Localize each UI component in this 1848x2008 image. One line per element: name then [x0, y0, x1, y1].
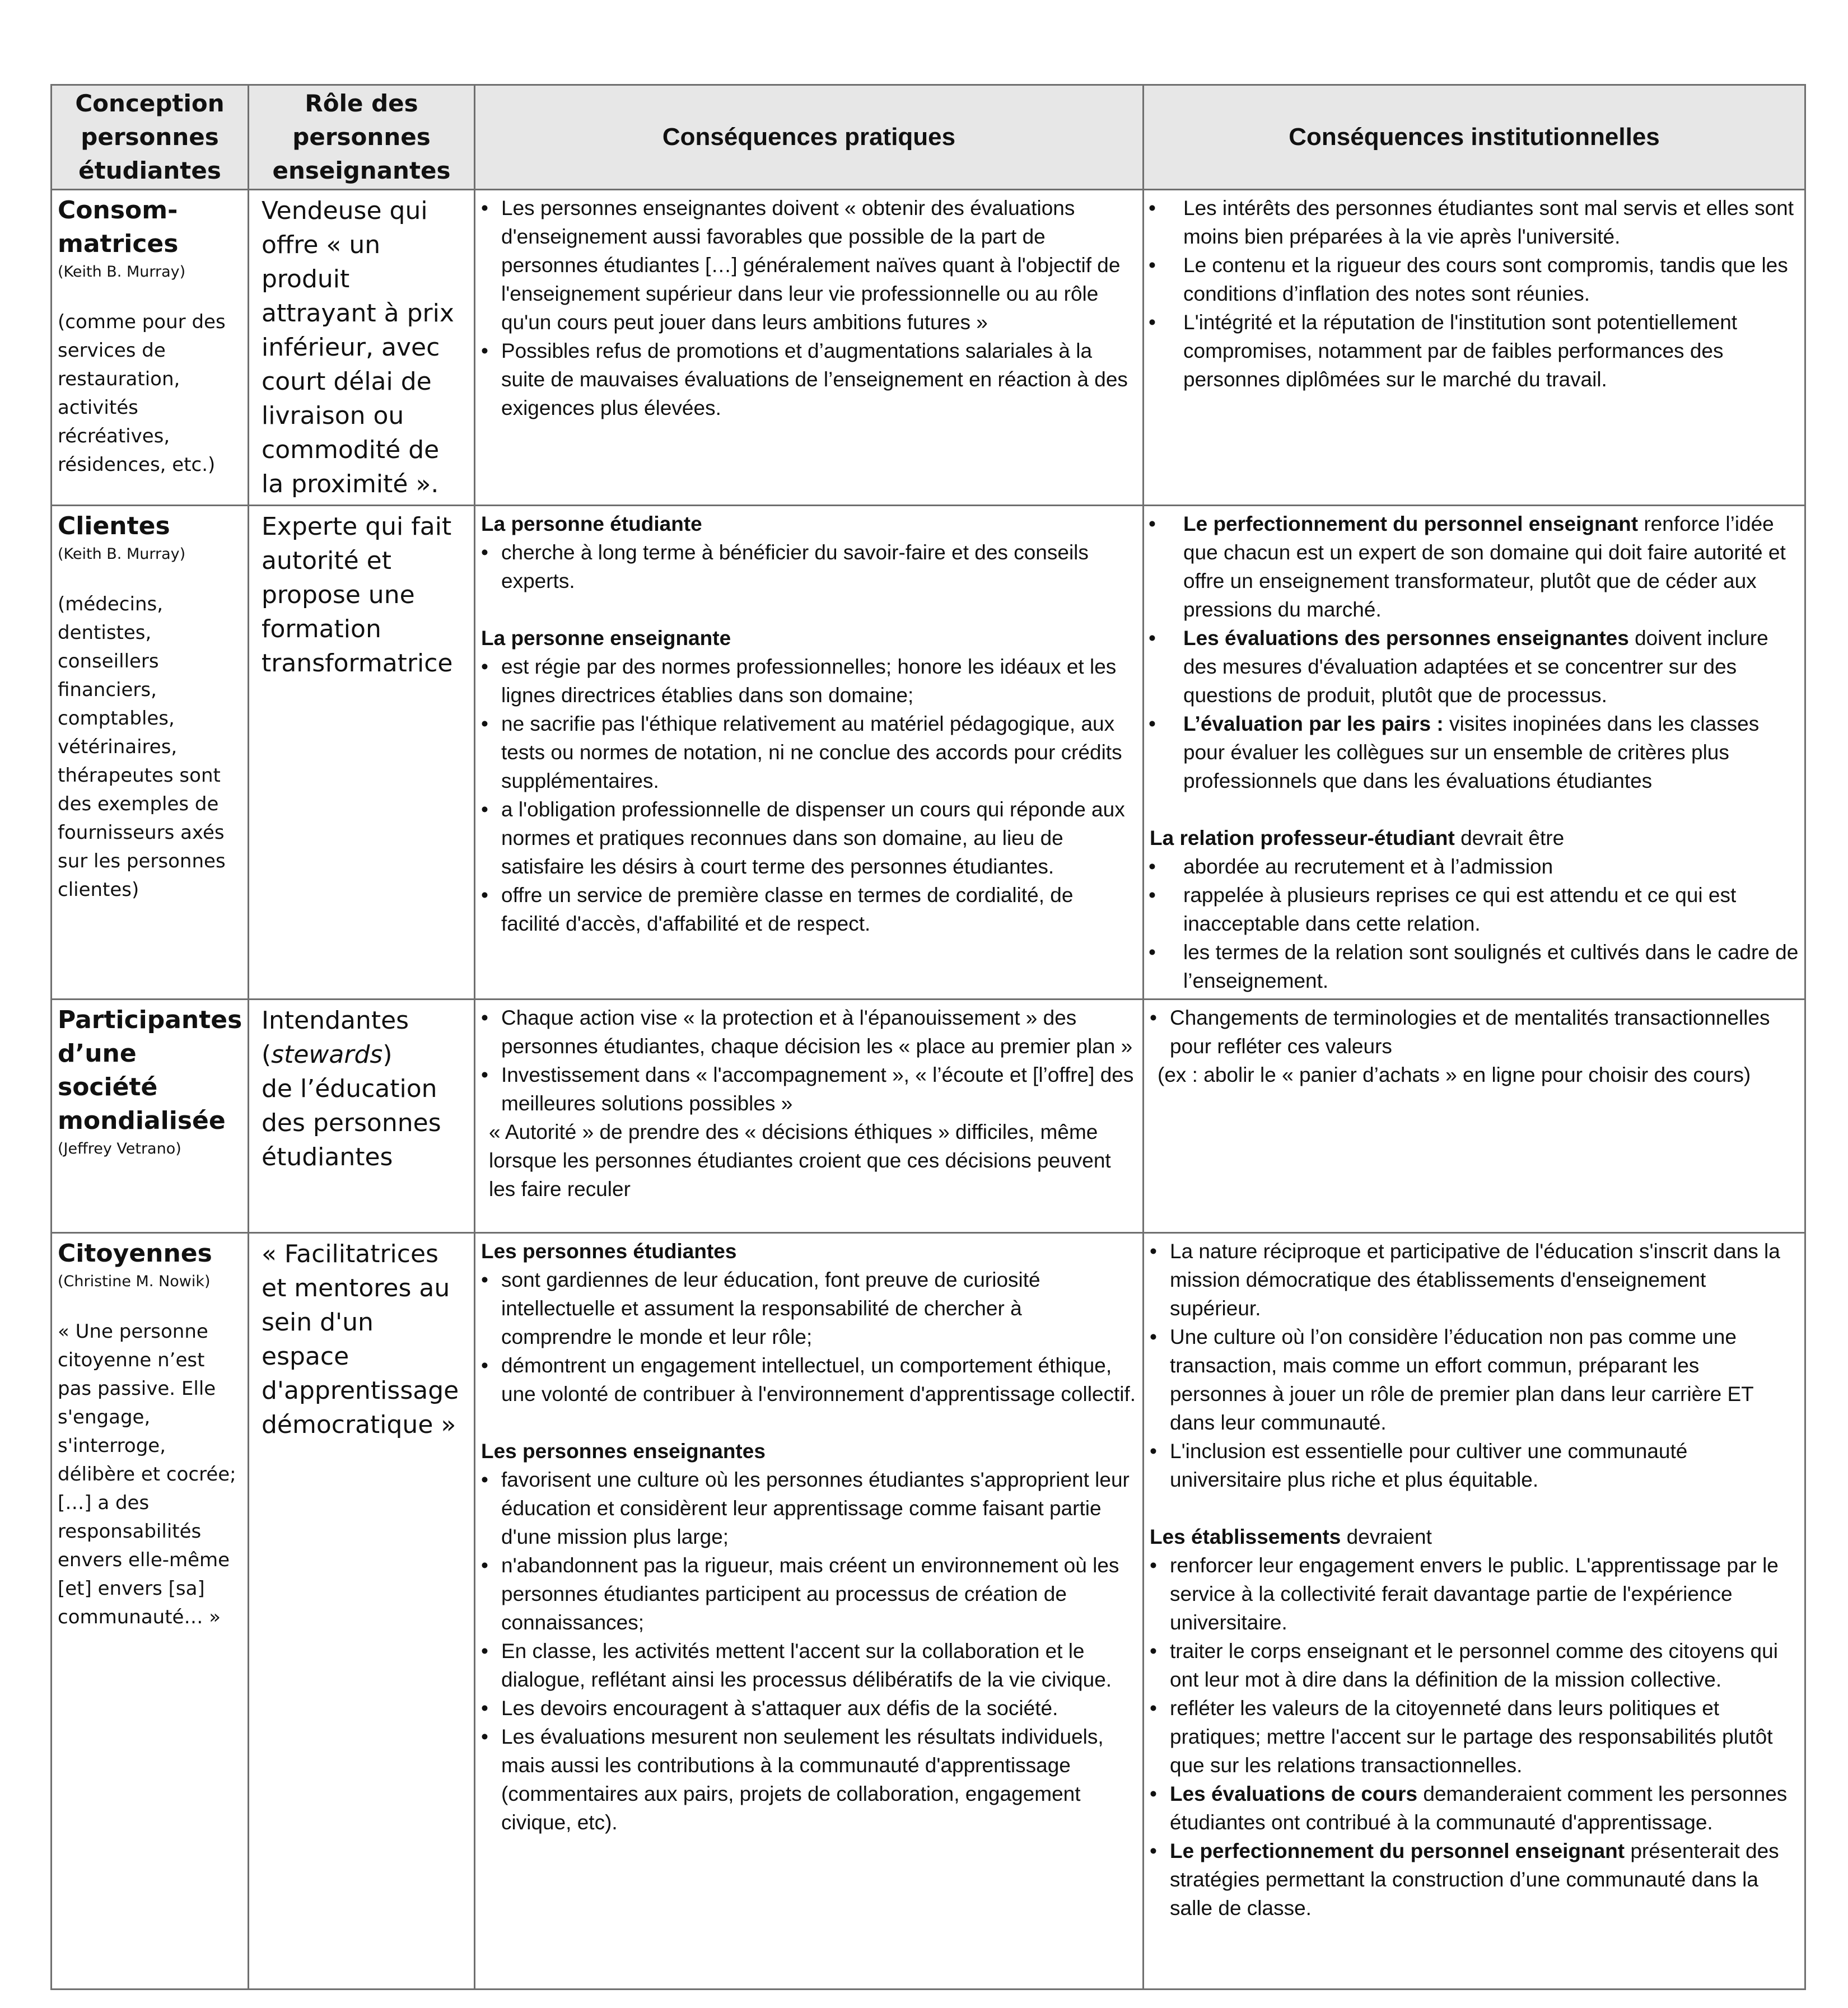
list-item: • a l'obligation professionnelle de dispenser un cours qui réponde aux normes et pratiques reconnues dans son domaine, au lieu de satisfaire les désirs à court terme des personnes étudiantes.: [481, 795, 1137, 881]
item-text: traiter le corps enseignant et le personnel comme des citoyens qui ont leur mot à dire dans la définition de la mission collective.: [1170, 1640, 1778, 1691]
bold-phrase: Les évaluations des personnes enseignantes: [1183, 627, 1629, 650]
header-pratiques: Conséquences pratiques: [475, 85, 1144, 190]
item-text: Le contenu et la rigueur des cours sont compromis, tandis que les conditions d’inflation des notes sont réunies.: [1183, 254, 1788, 305]
header-role: Rôle des personnes enseignantes: [249, 85, 475, 190]
list-item: • Possibles refus de promotions et d’augmentations salariales à la suite de mauvaises évaluations de l’enseignement en réaction à des exigences plus élevées.: [481, 337, 1137, 422]
list-item: [1150, 308, 1799, 394]
section-subhead: Les personnes enseignantes: [481, 1440, 766, 1463]
item-text: renforcer leur engagement envers le public. L'apprentissage par le service à la collectivité ferait davantage partie de l'expérience universitaire.: [1170, 1554, 1779, 1634]
item-text: doivent inclure des mesures d'évaluation adaptées et se concentrer sur des questions de produit, plutôt que de processus.: [1183, 627, 1768, 707]
bullet-list: [1150, 1003, 1799, 1061]
list-item: • ne sacrifie pas l'éthique relativement au matériel pédagogique, aux tests ou normes de notation, ni ne conclue des accords pour crédits supplémentaires.: [481, 709, 1137, 795]
role-cell: [249, 506, 475, 1000]
pratiques-cell: [475, 190, 1144, 506]
list-item: [1150, 251, 1799, 308]
concept-cell: [52, 1233, 249, 1990]
list-item: [1150, 852, 1799, 881]
institutionnelles-cell: [1144, 1233, 1805, 1990]
table-row: [52, 506, 1805, 1000]
pratiques-cell: [475, 1233, 1144, 1990]
list-item: [1150, 194, 1799, 251]
list-item: • Investissement dans « l'accompagnement », « l’écoute et [l’offre] des meilleures solutions possibles »: [481, 1061, 1137, 1118]
table-row: [52, 190, 1805, 506]
role-cell: [249, 1000, 475, 1233]
list-item: • En classe, les activités mettent l'accent sur la collaboration et le dialogue, reflétant ainsi les processus délibératifs de la vie civique.: [481, 1637, 1137, 1694]
institutionnelles-cell: [1144, 506, 1805, 1000]
bullet-list: [1150, 852, 1799, 995]
role-text-part: de l’éducation des personnes étudiantes: [262, 1075, 441, 1171]
list-item: • démontrent un engagement intellectuel, un comportement éthique, une volonté de contribuer à l'environnement d'apprentissage collectif.: [481, 1351, 1137, 1408]
bullet-list: [481, 538, 1137, 595]
item-text: visites inopinées dans les classes pour évaluer les collègues sur un ensemble de critères plus professionnels que dans les évaluations étudiantes: [1183, 712, 1760, 792]
role-text: [255, 1237, 468, 1442]
list-item: [1150, 1837, 1799, 1922]
section-subhead: Les personnes étudiantes: [481, 1240, 737, 1263]
list-item: [1150, 1237, 1799, 1323]
role-text-part: ): [382, 1040, 393, 1069]
list-item: [1150, 1551, 1799, 1637]
list-item: • cherche à long terme à bénéficier du savoir-faire et des conseils experts.: [481, 538, 1137, 595]
list-item: [1150, 1003, 1799, 1061]
bullet-list: [481, 194, 1137, 422]
header-row: [52, 85, 1805, 190]
list-item: [1150, 1637, 1799, 1694]
lead-in-rest: devrait être: [1454, 826, 1565, 849]
bullet-list: [481, 1003, 1137, 1118]
item-text: les termes de la relation sont soulignés et cultivés dans le cadre de l’enseignement.: [1183, 941, 1799, 992]
bold-phrase: Le perfectionnement du personnel enseignant: [1183, 512, 1639, 535]
role-text-part: Vendeuse qui offre « un produit attrayant à prix inférieur, avec court délai de livraison ou commodité de la proximité ».: [262, 197, 454, 498]
bullet-list: [481, 1465, 1137, 1837]
lead-in-rest: devraient: [1341, 1525, 1432, 1548]
bold-phrase: L’évaluation par les pairs :: [1183, 712, 1444, 735]
institutionnelles-cell: [1144, 190, 1805, 506]
concept-title: Participantes d’une société mondialisée: [58, 1006, 242, 1135]
role-text: [255, 194, 468, 501]
list-item: • Les évaluations mesurent non seulement les résultats individuels, mais aussi les contributions à la communauté d'apprentissage (commentaires aux pairs, projets de collaboration, engagement civique, etc).: [481, 1722, 1137, 1837]
lead-in-bold: Les établissements: [1150, 1525, 1341, 1548]
list-item: [1150, 1694, 1799, 1780]
item-text: L'inclusion est essentielle pour cultiver une communauté universitaire plus riche et plus équitable.: [1170, 1440, 1688, 1491]
concept-title: Citoyennes: [58, 1239, 212, 1268]
item-text: Les intérêts des personnes étudiantes sont mal servis et elles sont moins bien préparées à la vie après l'université.: [1183, 197, 1794, 248]
item-text: L'intégrité et la réputation de l'institution sont potentiellement compromises, notamment par de faibles performances des personnes diplômées sur le marché du travail.: [1183, 311, 1738, 391]
list-item: • Les devoirs encouragent à s'attaquer aux défis de la société.: [481, 1694, 1137, 1722]
institutionnelles-cell: [1144, 1000, 1805, 1233]
list-item: [1150, 881, 1799, 938]
list-item: [1150, 938, 1799, 995]
concept-author: (Christine M. Nowik): [58, 1273, 211, 1290]
bold-phrase: Les évaluations de cours: [1170, 1782, 1418, 1805]
bullet-list: [1150, 194, 1799, 394]
role-text: [255, 1003, 468, 1174]
table-row: [52, 1233, 1805, 1990]
pratiques-cell: [475, 506, 1144, 1000]
list-item: • sont gardiennes de leur éducation, font preuve de curiosité intellectuelle et assument la responsabilité de chercher à comprendre le monde et leur rôle;: [481, 1265, 1137, 1351]
role-text-part: stewards: [271, 1040, 383, 1069]
item-text: Une culture où l’on considère l’éducation non pas comme une transaction, mais comme un effort commun, préparant les personnes à jouer un rôle de premier plan dans leur carrière ET dans leur communauté.: [1170, 1325, 1754, 1434]
bullet-list: [1150, 1237, 1799, 1494]
section-subhead: La personne étudiante: [481, 512, 702, 535]
concept-description: « Une personne citoyenne n’est pas passive. Elle s'engage, s'interroge, délibère et cocrée; […] a des responsabilités envers elle-même [et] envers [sa] communauté… »: [58, 1320, 236, 1628]
role-text-part: « Facilitatrices et mentores au sein d'un espace d'apprentissage démocratique »: [262, 1240, 459, 1439]
list-item: • est régie par des normes professionnelles; honore les idéaux et les lignes directrices établies dans son domaine;: [481, 652, 1137, 709]
bold-phrase: Le perfectionnement du personnel enseignant: [1170, 1839, 1625, 1862]
concept-cell: [52, 190, 249, 506]
table-row: [52, 1000, 1805, 1233]
header-conception: Conception personnes étudiantes: [52, 85, 249, 190]
header-institutionnelles: Conséquences institutionnelles: [1144, 85, 1805, 190]
list-item: • offre un service de première classe en termes de cordialité, de facilité d'accès, d'affabilité et de respect.: [481, 881, 1137, 938]
plain-paragraph: (ex : abolir le « panier d’achats » en ligne pour choisir des cours): [1158, 1063, 1751, 1086]
list-item: [1150, 709, 1799, 795]
role-text-part: Intendantes (: [262, 1006, 409, 1069]
concept-author: (Keith B. Murray): [58, 545, 186, 563]
list-item: [1150, 624, 1799, 709]
item-text: demanderaient comment les personnes étudiantes ont contribué à la communauté d'apprentissage.: [1170, 1782, 1788, 1834]
concept-description: (médecins, dentistes, conseillers financiers, comptables, vétérinaires, thérapeutes sont des exemples de fournisseurs axés sur les personnes clientes): [58, 593, 226, 901]
item-text: rappelée à plusieurs reprises ce qui est attendu et ce qui est inacceptable dans cette relation.: [1183, 884, 1737, 935]
list-item: • Chaque action vise « la protection et à l'épanouissement » des personnes étudiantes, chaque décision les « place au premier plan »: [481, 1003, 1137, 1061]
item-text: La nature réciproque et participative de l'éducation s'inscrit dans la mission démocratique des établissements d'enseignement supérieur.: [1170, 1240, 1780, 1320]
list-item: [1150, 1323, 1799, 1437]
pratiques-cell: [475, 1000, 1144, 1233]
section-lead-in: [1150, 824, 1799, 852]
bullet-list: [481, 652, 1137, 938]
section-subhead: La personne enseignante: [481, 627, 731, 650]
concept-description: (comme pour des services de restauration, activités récréatives, résidences, etc.): [58, 311, 226, 476]
concept-title: Clientes: [58, 512, 170, 540]
bullet-list: [1150, 1551, 1799, 1922]
bullet-list: [1150, 510, 1799, 795]
section-lead-in: [1150, 1523, 1799, 1551]
list-item: • Les personnes enseignantes doivent « obtenir des évaluations d'enseignement aussi favorables que possible de la part de personnes étudiantes […] généralement naïves quant à l'objectif de l'enseignement supérieur dans leur vie professionnelle ou au rôle qu'un cours peut jouer dans leurs ambitions futures »: [481, 194, 1137, 337]
list-item: • n'abandonnent pas la rigueur, mais créent un environnement où les personnes étudiantes participent au processus de création de connaissances;: [481, 1551, 1137, 1637]
concept-author: (Jeffrey Vetrano): [58, 1140, 181, 1157]
concept-author: (Keith B. Murray): [58, 263, 186, 281]
concept-cell: [52, 506, 249, 1000]
list-item: [1150, 510, 1799, 624]
role-cell: [249, 190, 475, 506]
bullet-list: [481, 1265, 1137, 1408]
role-cell: [249, 1233, 475, 1990]
role-text-part: Experte qui fait autorité et propose une formation transformatrice: [262, 512, 453, 678]
item-text: abordée au recrutement et à l’admission: [1183, 855, 1553, 878]
item-text: refléter les valeurs de la citoyenneté dans leurs politiques et pratiques; mettre l'accent sur le partage des responsabilités plutôt que sur les relations transactionnelles.: [1170, 1697, 1773, 1777]
item-text: Changements de terminologies et de mentalités transactionnelles pour refléter ces valeurs: [1170, 1006, 1770, 1058]
plain-paragraph: « Autorité » de prendre des « décisions éthiques » difficiles, même lorsque les personnes étudiantes croient que ces décisions peuvent les faire reculer: [489, 1120, 1111, 1201]
concept-title: Consom-matrices: [58, 196, 179, 258]
lead-in-bold: La relation professeur-étudiant: [1150, 826, 1455, 849]
concept-cell: [52, 1000, 249, 1233]
list-item: • favorisent une culture où les personnes étudiantes s'approprient leur éducation et considèrent leur apprentissage comme faisant partie d'une mission plus large;: [481, 1465, 1137, 1551]
list-item: [1150, 1437, 1799, 1494]
item-text: présenterait des stratégies permettant la construction d’une communauté dans la salle de classe.: [1170, 1839, 1779, 1920]
item-text: renforce l’idée que chacun est un expert de son domaine qui doit faire autorité et offre un enseignement transformateur, plutôt que de céder aux pressions du marché.: [1183, 512, 1786, 621]
list-item: [1150, 1780, 1799, 1837]
role-text: [255, 510, 468, 680]
conceptions-table: [50, 84, 1806, 1990]
